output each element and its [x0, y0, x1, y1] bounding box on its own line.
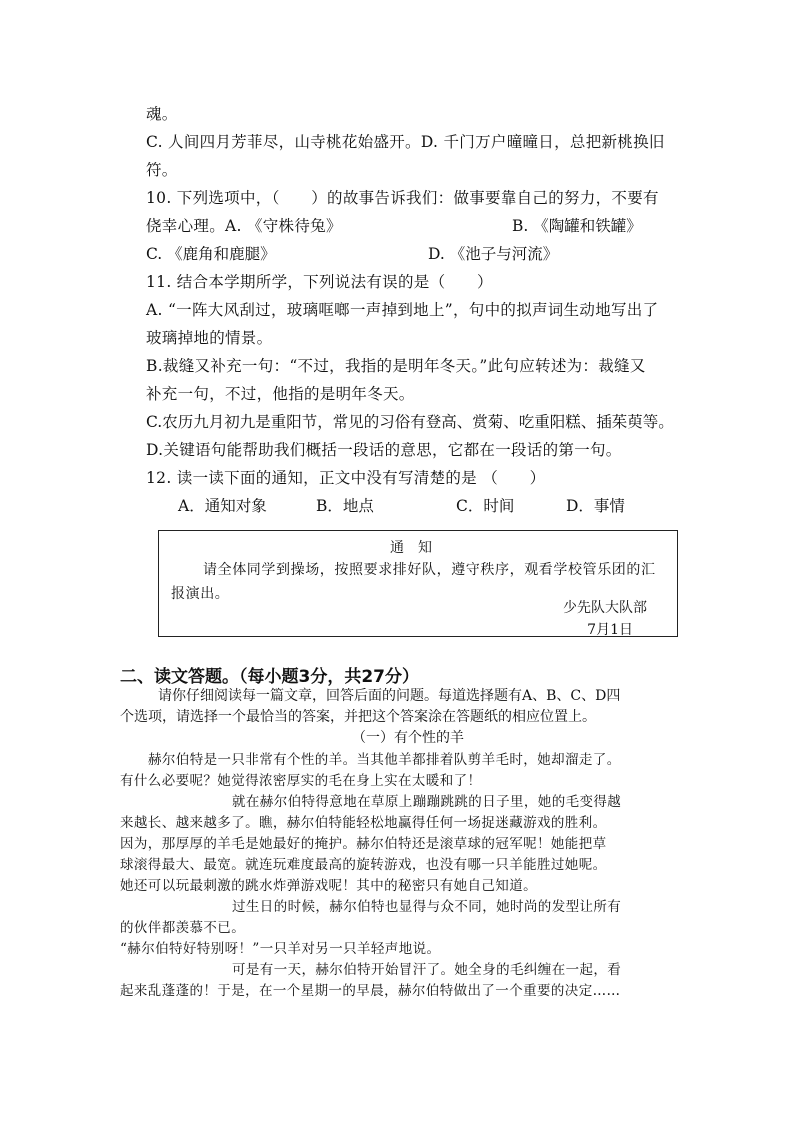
text-line: 侥幸心理。A. 《守株待兔》 — [146, 217, 342, 235]
text-line: B.裁缝又补充一句：“不过，我指的是明年冬天。”此句应转述为：裁缝又 — [146, 357, 646, 375]
option-b: B. 《陶罐和铁罐》 — [512, 217, 642, 235]
text-line: D.关键语句能帮助我们概括一段话的意思，它都在一段话的第一句。 — [146, 441, 622, 459]
question-10: 10. 下列选项中，（ ）的故事告诉我们：做事要靠自己的努力，不要有 — [146, 189, 659, 207]
section-heading: 二、读文答题。（每小题3分，共27分） — [120, 667, 419, 687]
q12-option-b: B．地点 — [316, 497, 374, 515]
q12-option-d: D．事情 — [566, 497, 625, 515]
story-line: 起来乱蓬蓬的！于是，在一个星期一的早晨，赫尔伯特做出了一个重要的决定…… — [120, 983, 621, 999]
story-line: “赫尔伯特好特别呀！”一只羊对另一只羊轻声地说。 — [120, 941, 441, 957]
notice-signer: 少先队大队部 — [563, 600, 647, 616]
notice-box — [158, 530, 678, 637]
story-line: 她还可以玩最刺激的跳水炸弹游戏呢！其中的秘密只有她自己知道。 — [120, 878, 537, 894]
q12-option-a: A．通知对象 — [178, 497, 267, 515]
notice-body: 请全体同学到操场，按照要求排好队，遵守秩序，观看学校管乐团的汇报演出。 — [171, 562, 656, 602]
notice-title: 通知 — [390, 540, 446, 556]
option-d: D. 《池子与河流》 — [428, 245, 559, 263]
text-line: C.农历九月初九是重阳节，常见的习俗有登高、赏菊、吃重阳糕、插茱萸等。 — [146, 413, 674, 431]
story-line: 可是有一天，赫尔伯特开始冒汗了。她全身的毛纠缠在一起，看 — [232, 962, 622, 978]
text-line: A. “一阵大风刮过，玻璃哐啷一声掉到地上”，句中的拟声词生动地写出了 — [146, 301, 659, 319]
story-line: 来越长、越来越多了。瞧，赫尔伯特能轻松地赢得任何一场捉迷藏游戏的胜利。 — [120, 815, 607, 831]
story-line: 球滚得最大、最宽。就连玩难度最高的旋转游戏，也没有哪一只羊能胜过她呢。 — [120, 857, 607, 873]
text-line: 魂。 — [146, 105, 178, 123]
text-line: 补充一句，不过，他指的是明年冬天。 — [146, 385, 415, 403]
story-title: （一）有个性的羊 — [352, 730, 464, 746]
story-line: 有什么必要呢？她觉得浓密厚实的毛在身上实在太暖和了！ — [120, 773, 482, 789]
section-instruction: 个选项，请选择一个最恰当的答案，并把这个答案涂在答题纸的相应位置上。 — [120, 709, 596, 725]
notice-date: 7月1日 — [587, 622, 633, 638]
story-line: 过生日的时候，赫尔伯特也显得与众不同，她时尚的发型让所有 — [232, 899, 622, 915]
q12-option-c: C．时间 — [456, 497, 515, 515]
story-line: 因为，那厚厚的羊毛是她最好的掩护。赫尔伯特还是滚草球的冠军呢！她能把草 — [120, 836, 607, 852]
story-line: 赫尔伯特是一只非常有个性的羊。当其他羊都排着队剪羊毛时，她却溜走了。 — [148, 752, 621, 768]
story-line: 的伙伴都羡慕不已。 — [120, 920, 246, 936]
text-line: 玻璃掉地的情景。 — [146, 329, 273, 347]
question-12: 12. 读一读下面的通知，正文中没有写清楚的是 （ ） — [146, 469, 546, 487]
option-c: C. 《鹿角和鹿腿》 — [146, 245, 276, 263]
question-11: 11. 结合本学期所学，下列说法有误的是（ ） — [146, 273, 493, 291]
text-line: C. 人间四月芳菲尽，山寺桃花始盛开。D. 千门万户曈曈日，总把新桃换旧 — [146, 133, 665, 151]
section-instruction: 请你仔细阅读每一篇文章，回答后面的问题。每道选择题有A、B、C、D四 — [158, 688, 621, 704]
text-line: 符。 — [146, 161, 178, 179]
story-line: 就在赫尔伯特得意地在草原上蹦蹦跳跳的日子里，她的毛变得越 — [232, 794, 622, 810]
